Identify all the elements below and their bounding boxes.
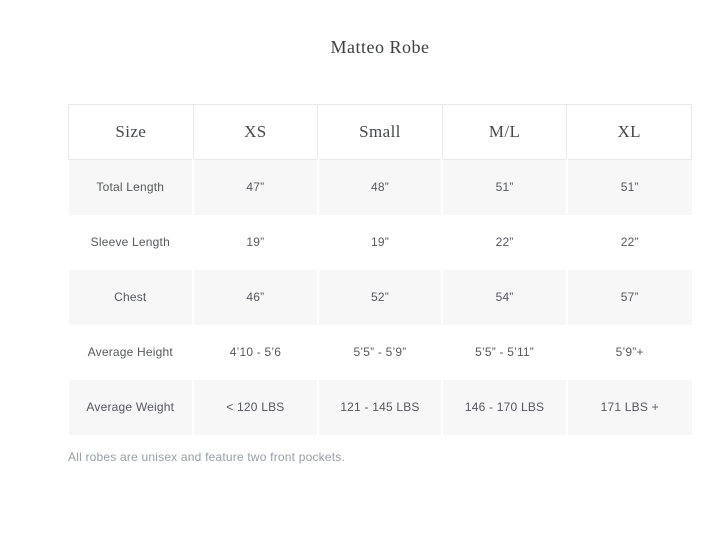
row-label: Sleeve Length: [90, 235, 170, 249]
table-row-average-weight: [69, 380, 692, 435]
cell-value: 5’5” - 5’9”: [318, 325, 443, 380]
row-label: Chest: [114, 290, 147, 304]
table-row-average-height: [69, 325, 692, 380]
cell-value: 4’10 - 5’6: [193, 325, 318, 380]
cell-value: 57”: [567, 270, 692, 325]
cell-value: 46”: [193, 270, 318, 325]
cell-value: 47”: [193, 160, 318, 215]
cell-value: < 120 LBS: [193, 380, 318, 435]
page-title: Matteo Robe: [330, 37, 430, 57]
footnote: All robes are unisex and feature two front pockets.: [68, 449, 346, 464]
column-header-xs: XS: [193, 105, 318, 160]
table-row-total-length: [69, 160, 692, 215]
size-chart-table: [68, 104, 692, 435]
cell-value: 146 - 170 LBS: [442, 380, 567, 435]
header-row: [69, 105, 692, 160]
column-header-xl: XL: [567, 105, 692, 160]
column-header-size: Size: [69, 105, 194, 160]
cell-value: 19”: [193, 215, 318, 270]
row-label: Average Weight: [86, 400, 175, 414]
cell-value: 22”: [567, 215, 692, 270]
cell-value: 5’9”+: [567, 325, 692, 380]
column-header-small: Small: [318, 105, 443, 160]
cell-value: 51”: [442, 160, 567, 215]
cell-value: 48”: [318, 160, 443, 215]
column-header-ml: M/L: [442, 105, 567, 160]
cell-value: 171 LBS +: [567, 380, 692, 435]
cell-value: 54”: [442, 270, 567, 325]
cell-value: 51”: [567, 160, 692, 215]
cell-value: 19”: [318, 215, 443, 270]
cell-value: 121 - 145 LBS: [318, 380, 443, 435]
cell-value: 5’5” - 5’11”: [442, 325, 567, 380]
cell-value: 52”: [318, 270, 443, 325]
size-chart-page: [68, 0, 692, 464]
cell-value: 22”: [442, 215, 567, 270]
table-row-sleeve-length: [69, 215, 692, 270]
table-row-chest: [69, 270, 692, 325]
row-label: Average Height: [87, 345, 173, 359]
row-label: Total Length: [96, 180, 165, 195]
